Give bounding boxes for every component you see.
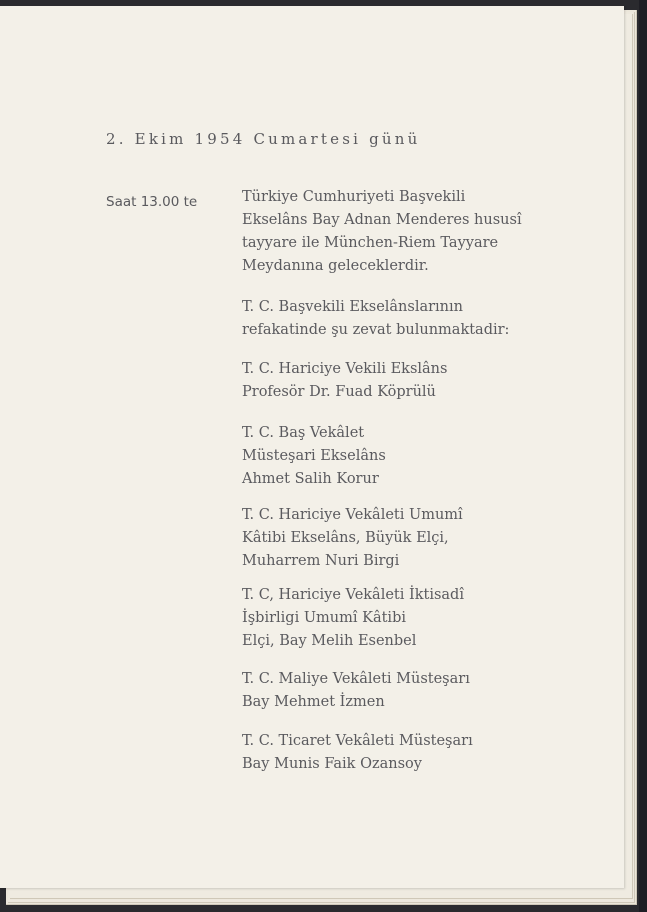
- text-line: T. C, Hariciye Vekâleti İktisadî: [242, 587, 464, 603]
- time-label: Saat 13.00 te: [106, 194, 198, 210]
- text-block-commerce-undersecretary: [242, 730, 473, 776]
- text-block-arrival: [242, 186, 522, 278]
- top-border: [0, 0, 647, 6]
- text-line: refakatinde şu zevat bulunmaktadir:: [242, 322, 510, 338]
- text-block-economic-cooperation: [242, 584, 464, 653]
- text-line: Kâtibi Ekselâns, Büyük Elçi,: [242, 530, 449, 546]
- text-line: Ahmet Salih Korur: [242, 471, 379, 487]
- text-line: Bay Mehmet İzmen: [242, 694, 385, 710]
- text-line: Müsteşari Ekselâns: [242, 448, 386, 464]
- text-block-foreign-minister: [242, 358, 447, 404]
- text-line: Ekselâns Bay Adnan Menderes hususî: [242, 212, 522, 228]
- text-line: Meydanına geleceklerdir.: [242, 258, 429, 274]
- text-line: T. C. Baş Vekâlet: [242, 425, 365, 441]
- date-heading: 2. Ekim 1954 Cumartesi günü: [106, 130, 421, 148]
- text-line: T. C. Ticaret Vekâleti Müsteşarı: [242, 733, 473, 749]
- text-line: Bay Munis Faik Ozansoy: [242, 756, 422, 772]
- text-block-entourage-intro: [242, 296, 509, 342]
- text-line: Elçi, Bay Melih Esenbel: [242, 633, 417, 649]
- text-line: tayyare ile München-Riem Tayyare: [242, 235, 499, 251]
- text-line: T. C. Maliye Vekâleti Müsteşarı: [242, 671, 470, 687]
- right-border: [639, 0, 647, 912]
- text-line: Muharrem Nuri Birgi: [242, 553, 400, 569]
- text-line: T. C. Hariciye Vekâleti Umumî: [242, 507, 463, 523]
- text-block-secretary-general: [242, 504, 463, 573]
- text-block-finance-undersecretary: [242, 668, 470, 714]
- text-line: İşbirligi Umumî Kâtibi: [242, 610, 406, 626]
- text-block-undersecretary: [242, 422, 386, 491]
- text-line: Profesör Dr. Fuad Köprülü: [242, 384, 436, 400]
- text-line: T. C. Hariciye Vekili Ekslâns: [242, 361, 448, 377]
- text-line: T. C. Başvekili Ekselânslarının: [242, 299, 463, 315]
- text-line: Türkiye Cumhuriyeti Başvekili: [242, 189, 466, 205]
